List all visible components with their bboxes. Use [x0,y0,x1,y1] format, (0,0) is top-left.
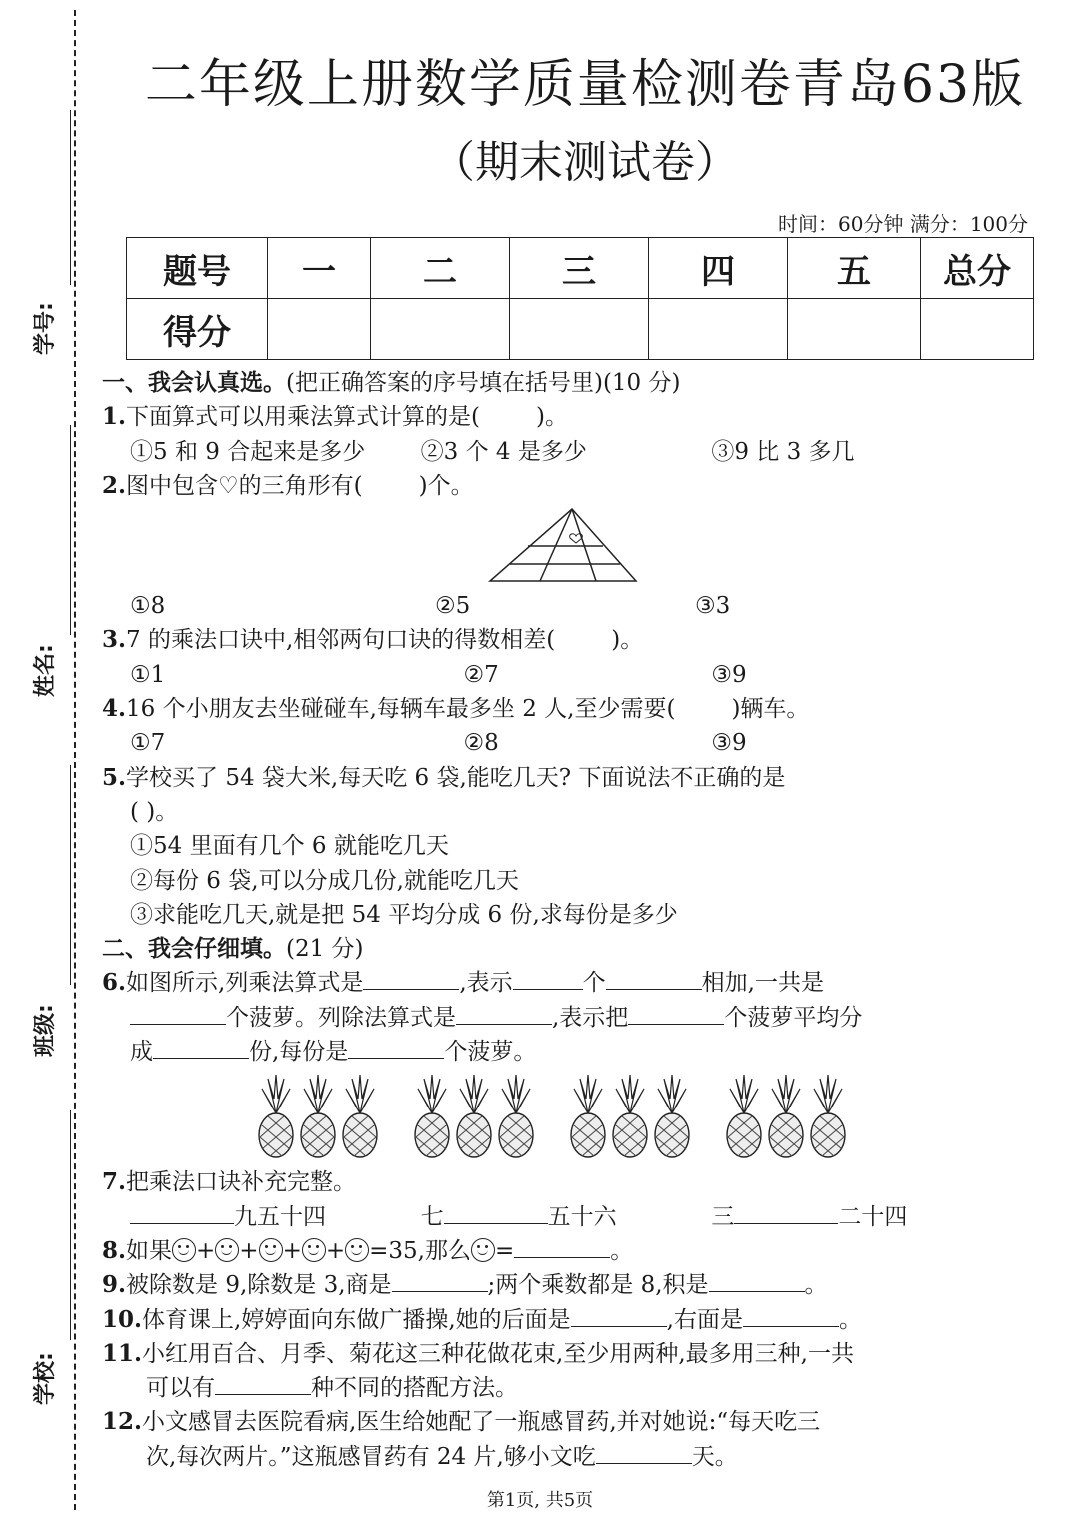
pineapple-icon [412,1075,452,1159]
option: ②每份 6 袋,可以分成几份,就能吃几天 [130,867,519,894]
score-cell[interactable] [510,299,649,360]
question-1-options [102,435,1002,469]
question-5: 5.学校买了 54 袋大米,每天吃 6 袋,能吃几天? 下面说法不正确的是 [102,763,786,791]
answer-blank[interactable] [606,967,702,990]
answer-blank[interactable] [456,1002,552,1025]
pineapple-group [568,1075,692,1161]
score-cell[interactable] [921,299,1034,360]
answer-blank[interactable] [571,1304,667,1327]
question-5-paren[interactable]: ( )。 [130,798,179,825]
option: ②8 [463,730,499,757]
question-7-items: 九五十四 七 五十六 三 二十四 [102,1200,1002,1234]
time-info: 时间：60分钟 满分：100分 [778,212,1028,236]
score-header-cell: 题号 [127,238,268,299]
question-4: 4.16 个小朋友去坐碰碰车,每辆车最多坐 2 人,至少需要( )辆车。 [102,695,810,723]
score-cell[interactable] [371,299,510,360]
answer-blank[interactable] [153,1036,249,1059]
answer-blank[interactable] [743,1304,839,1327]
pineapple-figure [102,1075,1002,1161]
score-header-row [127,238,1034,299]
answer-blank[interactable] [444,1201,548,1224]
triangle-figure [488,507,638,585]
option: ②7 [463,661,499,688]
question-3: 3.7 的乘法口诀中,相邻两句口诀的得数相差( )。 [102,626,644,654]
score-header-cell: 四 [649,238,788,299]
section-1-heading: 一、我会认真选。(把正确答案的序号填在括号里)(10 分) [102,369,681,396]
smiley-icon [302,1238,326,1262]
answer-blank[interactable] [392,1269,488,1292]
score-cell[interactable] [788,299,921,360]
option: ①8 [130,593,166,620]
pineapple-icon [496,1075,536,1159]
question-8: 8.如果 + + + + =35,那么 = 。 [102,1236,634,1264]
option: ①1 [130,661,166,688]
section-2-heading: 二、我会仔细填。(21 分) [102,935,364,963]
question-6: 6.如图所示,列乘法算式是 ,表示 个 相加,一共是 [102,969,824,997]
question-10: 10.体育课上,婷婷面向东做广播操,她的后面是 ,右面是 。 [102,1305,862,1333]
answer-blank[interactable] [130,1002,226,1025]
score-header-cell: 二 [371,238,510,299]
student-id-label: 学号: [33,302,58,355]
score-row [127,299,1034,360]
score-header-cell: 一 [268,238,371,299]
question-12: 12.小文感冒去医院看病,医生给她配了一瓶感冒药,并对她说:“每天吃三 [102,1408,821,1436]
smiley-icon [345,1238,369,1262]
question-11: 11.小红用百合、月季、菊花这三种花做花束,至少用两种,最多用三种,一共 [102,1339,854,1367]
score-cell[interactable] [649,299,788,360]
score-row-label: 得分 [127,299,268,360]
page-subtitle: （期末测试卷） [431,137,739,188]
pineapple-icon [766,1075,806,1159]
question-2-options [102,589,1002,623]
score-header-cell: 总分 [921,238,1034,299]
pineapple-icon [340,1075,380,1159]
class-label: 班级: [33,1004,58,1057]
smiley-icon [471,1238,495,1262]
exam-content: 一、我会认真选。(把正确答案的序号填在括号里)(10 分) 1.下面算式可以用乘法算式计算的是( )。 ①5 和 9 合起来是多少 ②3 个 4 是多少 ③9 比 3 多几 2.图中包含♡的三角形有( )个。 ①8 ②5 ③3 3.7 的乘法口诀中,相邻两句口诀的得数相差( )。 ①1 ②7 ③9 4.16 个小朋友去坐碰碰车,每辆车最多坐 2 人,至少需要( )辆车。 ①7 ②8 ③9 5.学校买了 54 袋大米,每天吃 6 袋,能吃几天? 下面说法不正确的是 ( )。 ①54 里面有几个 6 就能吃几天 ②每份 6 袋,可以分成几份,就能吃几天 ③求能吃几天,就是把 54 平均分成 6 份,求每份是多少 二、我会仔细填。(21 分) 6.如图所示,列乘法算式是 ,表示 个 相加,一共是 个菠萝。列除法算式是 ,表示把 个菠萝平均分 成 份,每份是 个菠萝。 7.把乘法口诀补充完整。 九五十四 七 五十六 三 二十四 8.如果 + + + + =35,那么 = 。 9.被除数是 9,除数是 3,商是 ;两个乘数都是 8,积是 。 10.体育课上,婷婷面向东做广播操,她的后面是 ,右面是 。 11.小红用百合、月季、菊花这三种花做花束,至少用两种,最多用三种,一共 可以有 种不同的搭配方法。 12.小文感冒去医院看病,医生给她配了一瓶感冒药,并对她说:“每天吃三 次,每次两片。”这瓶感冒药有 24 片,够小文吃 天。 [102,366,1002,1474]
question-3-options [102,658,1002,692]
answer-blank[interactable] [628,1002,724,1025]
page-footer: 第1页, 共5页 [486,1490,594,1511]
answer-blank[interactable] [348,1036,444,1059]
question-2: 2.图中包含♡的三角形有( )个。 [102,471,474,499]
page-title: 二年级上册数学质量检测卷青岛63版 [144,55,1026,115]
answer-blank[interactable] [596,1441,692,1464]
question-1: 1.下面算式可以用乘法算式计算的是( )。 [102,403,568,431]
pineapple-icon [724,1075,764,1159]
answer-blank[interactable] [363,967,459,990]
class-field[interactable] [20,765,80,1065]
pineapple-group [724,1075,848,1161]
option: ③求能吃几天,就是把 54 平均分成 6 份,求每份是多少 [130,901,678,928]
binding-margin [0,0,100,1527]
smiley-icon [215,1238,239,1262]
question-9: 9.被除数是 9,除数是 3,商是 ;两个乘数都是 8,积是 。 [102,1271,828,1299]
option: ①7 [130,730,166,757]
answer-blank[interactable] [709,1269,805,1292]
score-cell[interactable] [268,299,371,360]
score-header-cell: 五 [788,238,921,299]
option: ③9 [711,661,747,688]
name-field[interactable] [20,425,80,705]
school-field[interactable] [20,1110,80,1410]
pineapple-icon [568,1075,608,1159]
answer-blank[interactable] [130,1201,234,1224]
school-label: 学校: [33,1352,58,1405]
pineapple-group [256,1075,380,1161]
pineapple-icon [454,1075,494,1159]
option: ③9 比 3 多几 [711,438,855,465]
option: ③3 [695,593,731,620]
answer-blank[interactable] [513,967,583,990]
pineapple-group [412,1075,536,1161]
option: ②3 个 4 是多少 [420,438,587,465]
student-id-field[interactable] [20,110,80,360]
option: ①5 和 9 合起来是多少 [130,438,366,465]
question-4-options [102,726,1002,760]
option: ②5 [435,593,471,620]
option: ③9 [711,730,747,757]
smiley-icon [172,1238,196,1262]
answer-blank[interactable] [514,1235,610,1258]
answer-blank[interactable] [215,1372,311,1395]
pineapple-icon [256,1075,296,1159]
option: ①54 里面有几个 6 就能吃几天 [130,833,449,860]
name-label: 姓名: [33,644,58,697]
pineapple-icon [298,1075,338,1159]
pineapple-icon [652,1075,692,1159]
smiley-icon [259,1238,283,1262]
pineapple-icon [808,1075,848,1159]
score-header-cell: 三 [510,238,649,299]
question-7: 7.把乘法口诀补充完整。 [102,1168,357,1196]
answer-blank[interactable] [734,1201,838,1224]
pineapple-icon [610,1075,650,1159]
score-table [126,237,1034,360]
